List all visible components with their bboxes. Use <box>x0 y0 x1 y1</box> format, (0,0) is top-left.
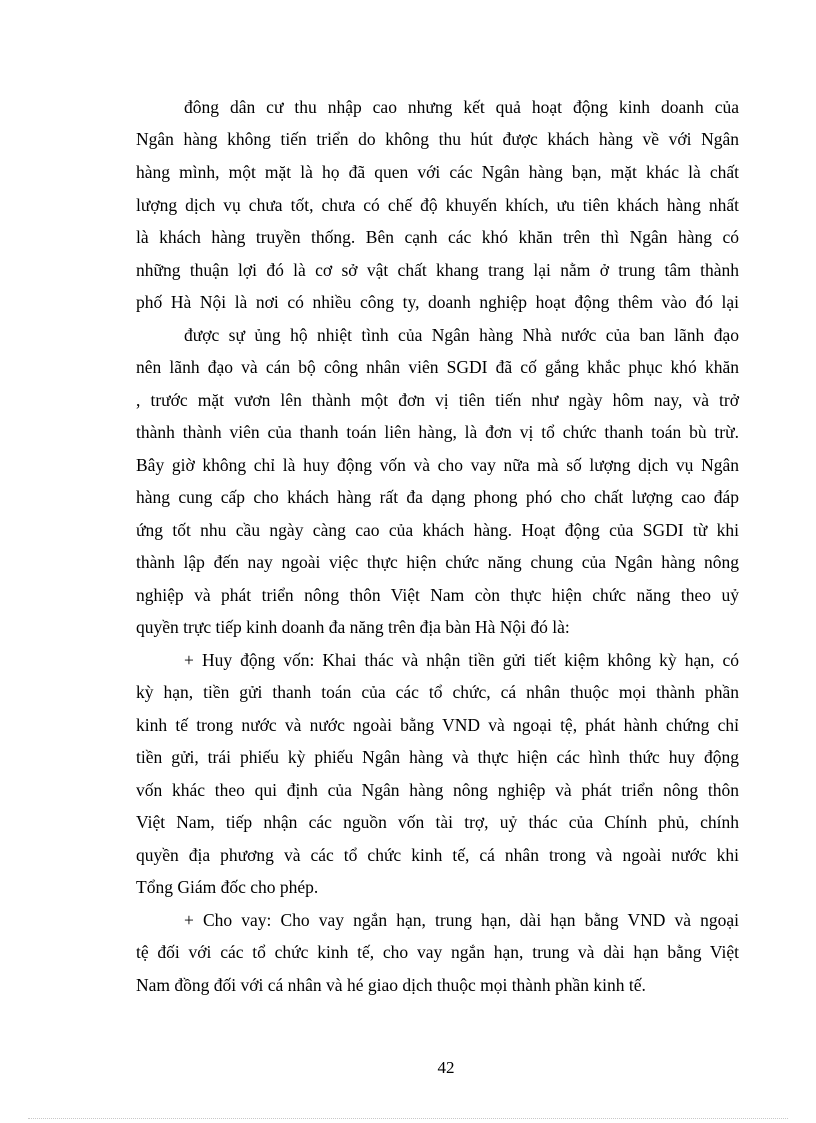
text-line: Ngân hàng không tiến triển do không thu hút được khách hàng về với Ngân <box>136 129 739 149</box>
text-line: những thuận lợi đó là cơ sở vật chất khang trang lại nằm ở trung tâm thành <box>136 260 739 280</box>
text-line: quyền trực tiếp kinh doanh đa năng trên địa bàn Hà Nội đó là: <box>136 617 570 637</box>
text-line: , trước mặt vươn lên thành một đơn vị tiên tiến như ngày hôm nay, và trở <box>136 390 739 410</box>
text-line: được sự ủng hộ nhiệt tình của Ngân hàng Nhà nước của ban lãnh đạo <box>184 325 739 345</box>
text-line: ứng tốt nhu cầu ngày càng cao của khách hàng. Hoạt động của SGDI từ khi <box>136 520 739 540</box>
page-number: 42 <box>437 1058 455 1077</box>
text-line: nghiệp và phát triển nông thôn Việt Nam còn thực hiện chức năng theo uỷ <box>136 585 739 605</box>
text-line: vốn khác theo qui định của Ngân hàng nông nghiệp và phát triển nông thôn <box>136 780 739 800</box>
text-line: quyền địa phương và các tổ chức kinh tế, cá nhân trong và ngoài nước khi <box>136 845 739 865</box>
page-bottom-divider <box>28 1118 788 1119</box>
text-line: + Huy động vốn: Khai thác và nhận tiền gửi tiết kiệm không kỳ hạn, có <box>184 650 739 670</box>
text-line: lượng dịch vụ chưa tốt, chưa có chế độ khuyến khích, ưu tiên khách hàng nhất <box>136 195 739 215</box>
text-line: + Cho vay: Cho vay ngắn hạn, trung hạn, dài hạn bằng VND và ngoại <box>184 910 739 930</box>
text-line: phố Hà Nội là nơi có nhiều công ty, doanh nghiệp hoạt động thêm vào đó lại <box>136 292 739 312</box>
text-line: Việt Nam, tiếp nhận các nguồn vốn tài trợ, uỷ thác của Chính phủ, chính <box>136 812 739 832</box>
text-line: thành thành viên của thanh toán liên hàng, là đơn vị tổ chức thanh toán bù trừ. <box>136 422 739 442</box>
text-line: Tổng Giám đốc cho phép. <box>136 877 319 897</box>
text-line: Nam đồng đối với cá nhân và hé giao dịch thuộc mọi thành phần kinh tế. <box>136 975 646 995</box>
text-line: tệ đối với các tổ chức kinh tế, cho vay ngắn hạn, trung và dài hạn bằng Việt <box>136 942 739 962</box>
text-line: hàng mình, một mặt là họ đã quen với các Ngân hàng bạn, mặt khác là chất <box>136 162 739 182</box>
text-line: kinh tế trong nước và nước ngoài bằng VND và ngoại tệ, phát hành chứng chỉ <box>136 715 739 735</box>
text-line: tiền gửi, trái phiếu kỳ phiếu Ngân hàng và thực hiện các hình thức huy động <box>136 747 739 767</box>
text-line: đông dân cư thu nhập cao nhưng kết quả hoạt động kinh doanh của <box>184 97 739 117</box>
text-line: nên lãnh đạo và cán bộ công nhân viên SGDI đã cố gắng khắc phục khó khăn <box>136 357 739 377</box>
text-line: thành lập đến nay ngoài việc thực hiện chức năng chung của Ngân hàng nông <box>136 552 739 572</box>
text-line: Bây giờ không chỉ là huy động vốn và cho vay nữa mà số lượng dịch vụ Ngân <box>136 455 739 475</box>
text-line: hàng cung cấp cho khách hàng rất đa dạng phong phó cho chất lượng cao đáp <box>136 487 739 507</box>
text-line: kỳ hạn, tiền gửi thanh toán của các tổ chức, cá nhân thuộc mọi thành phần <box>136 682 739 702</box>
text-line: là khách hàng truyền thống. Bên cạnh các khó khăn trên thì Ngân hàng có <box>136 227 739 247</box>
